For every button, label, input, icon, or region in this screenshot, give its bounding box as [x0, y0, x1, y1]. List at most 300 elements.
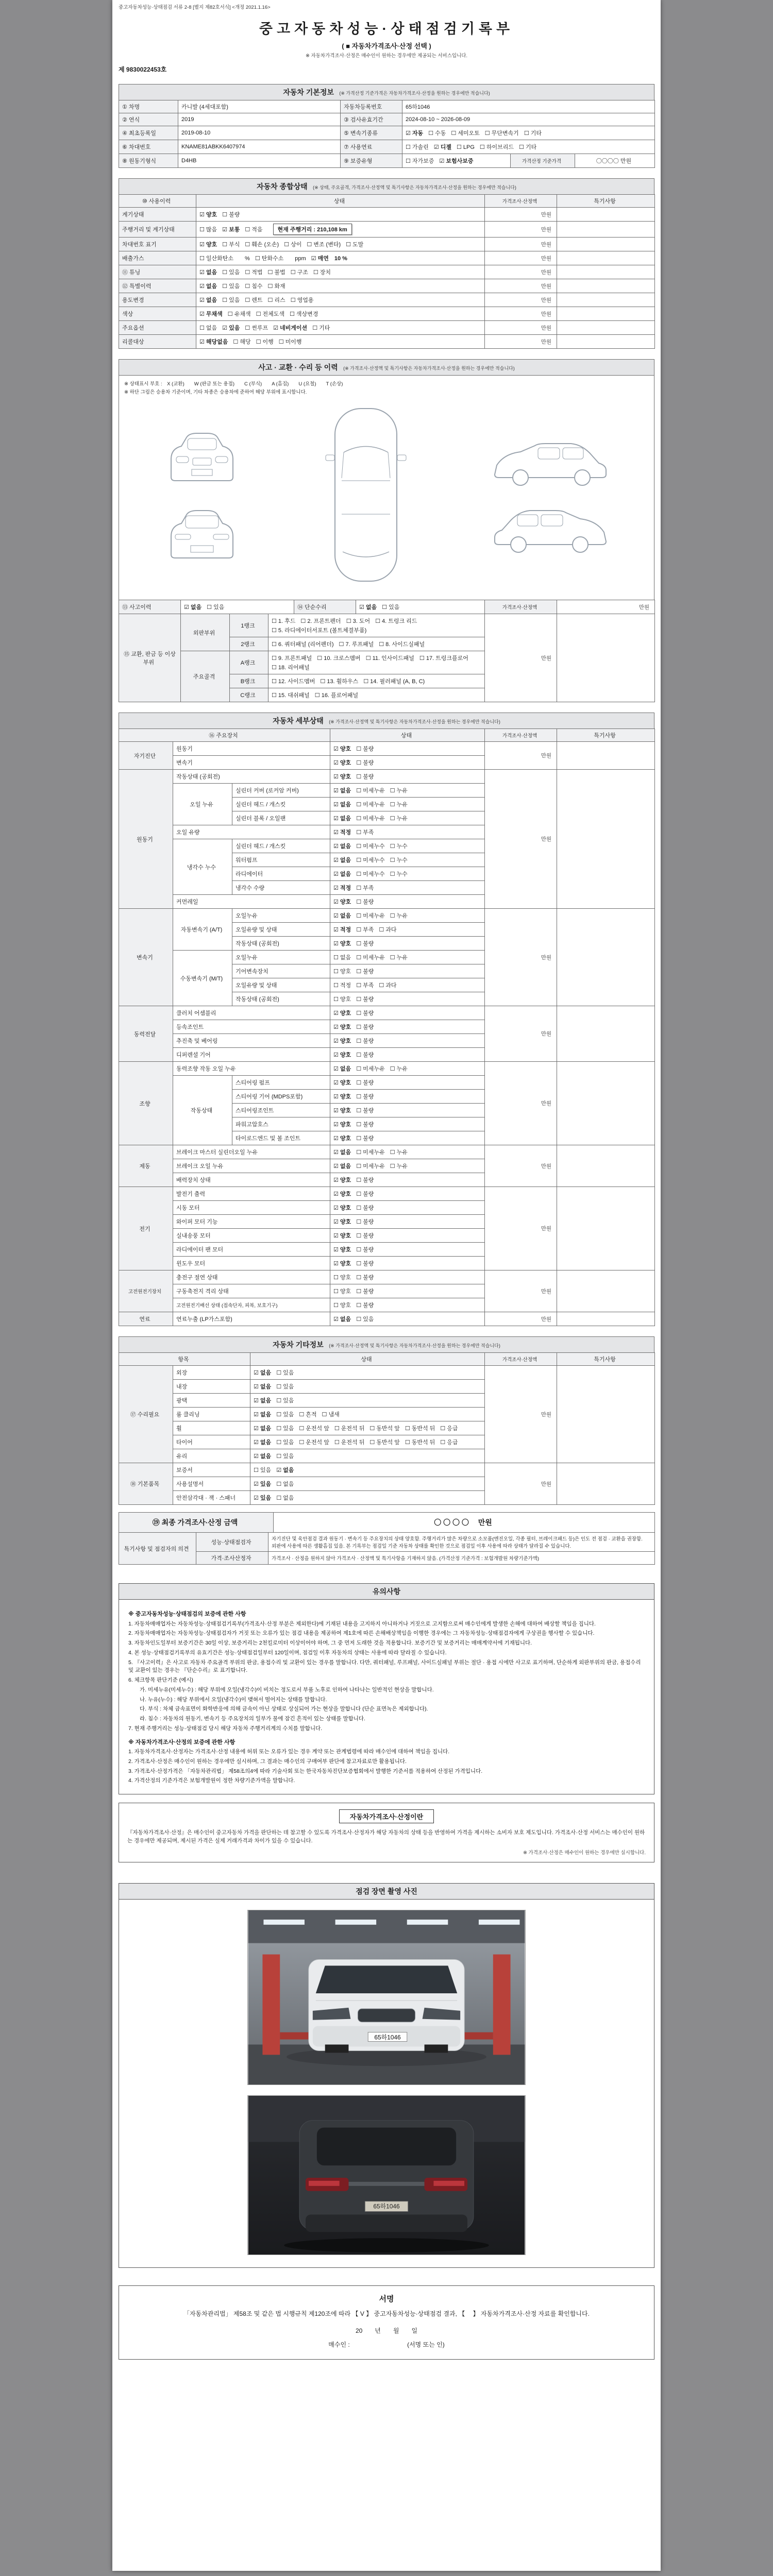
checkbox-과다[interactable]: ☐ 과다: [379, 982, 397, 989]
checkbox-수동[interactable]: ☐ 수동: [428, 130, 446, 137]
text-cell: [173, 1159, 330, 1173]
checkbox-양호[interactable]: ☑ 양호: [333, 1191, 351, 1197]
checkbox-운전석 뒤[interactable]: ☐ 운전석 뒤: [334, 1426, 365, 1432]
checkbox-없음[interactable]: ☑ 없음: [359, 604, 377, 611]
checkbox-무채색[interactable]: ☑ 무채색: [199, 311, 223, 317]
checkbox-없음[interactable]: ☑ 없음: [333, 816, 351, 822]
text-cell: [485, 307, 557, 321]
checkbox-12. 사이드멤버[interactable]: ☐ 12. 사이드멤버: [272, 679, 315, 685]
cell-text: 룸 클리닝: [176, 1412, 200, 1418]
cell-text: 〇〇〇〇 만원: [596, 158, 632, 164]
checkbox-없음[interactable]: ☑ 없음: [254, 1384, 272, 1390]
checkbox-세미오토[interactable]: ☐ 세미오토: [451, 130, 480, 137]
checkbox-가솔린[interactable]: ☐ 가솔린: [406, 144, 429, 150]
checkbox-적음[interactable]: ☐ 적음: [245, 227, 263, 233]
checkbox-양호[interactable]: ☐ 양호: [333, 1289, 351, 1295]
checkbox-부식[interactable]: ☐ 부식: [222, 242, 240, 248]
checkbox-미세누수[interactable]: ☐ 미세누수: [356, 843, 385, 850]
cell-text: 냉각수 누수: [187, 864, 216, 871]
cell-text: 오일누유: [236, 955, 258, 961]
checkbox-불량[interactable]: ☐ 불량: [356, 1219, 374, 1225]
checkbox-기타[interactable]: ☐ 기타: [524, 130, 542, 137]
cell-text: 유리: [176, 1453, 188, 1460]
checkbox-적정[interactable]: ☑ 적정: [333, 829, 351, 836]
checkbox-미세누유[interactable]: ☐ 미세누유: [356, 1149, 385, 1156]
checkbox-미세누유[interactable]: ☐ 미세누유: [356, 913, 385, 919]
checkbox-누유[interactable]: ☐ 누유: [390, 788, 408, 794]
checkbox-불량[interactable]: ☐ 불량: [356, 1289, 374, 1295]
notice-line: 가. 미세누유(미세누수) : 해당 부위에 오일(냉각수)이 비치는 정도로서 부품 노후로 인하여 나타나는 일반적인 현상을 말합니다.: [140, 1686, 434, 1693]
checkbox-양호[interactable]: ☑ 양호: [333, 1038, 351, 1044]
checkbox-흔적[interactable]: ☐ 흔적: [299, 1412, 317, 1418]
option-cell: [196, 335, 485, 349]
checkbox-불량[interactable]: ☐ 불량: [356, 1038, 374, 1044]
checkbox-없음[interactable]: ☑ 없음: [254, 1398, 272, 1404]
checkbox-불량[interactable]: ☐ 불량: [356, 1302, 374, 1309]
checkbox-불량[interactable]: ☐ 불량: [356, 1261, 374, 1267]
checkbox-양호[interactable]: ☑ 양호: [333, 1247, 351, 1253]
checkbox-누유[interactable]: ☐ 누유: [390, 955, 408, 961]
checkbox-없음[interactable]: ☑ 없음: [333, 913, 351, 919]
checkbox-양호[interactable]: ☑ 양호: [333, 1261, 351, 1267]
checkbox-있음[interactable]: ☐ 있음: [254, 1467, 272, 1473]
checkbox-양호[interactable]: ☑ 양호: [333, 1177, 351, 1183]
option-cell: [250, 1449, 485, 1463]
text-cell: [485, 1062, 557, 1145]
text-cell: [119, 222, 196, 238]
checkbox-있음[interactable]: ☐ 있음: [276, 1453, 294, 1460]
checkbox-양호[interactable]: ☑ 양호: [333, 746, 351, 752]
checkbox-불량[interactable]: ☐ 불량: [356, 1191, 374, 1197]
option-cell: [330, 770, 485, 784]
checkbox-불량[interactable]: ☐ 불량: [356, 1094, 374, 1100]
checkbox-해당[interactable]: ☐ 해당: [233, 339, 251, 345]
option-cell: [250, 1394, 485, 1408]
text-cell: [557, 279, 655, 293]
checkbox-14. 필러패널 (A, B, C)[interactable]: ☐ 14. 필러패널 (A, B, C): [363, 679, 425, 685]
cell-text: 차대번호 표기: [122, 242, 157, 248]
checkbox-화재[interactable]: ☐ 화재: [267, 283, 285, 290]
checkbox-11. 인사이드패널[interactable]: ☐ 11. 인사이드패널: [365, 655, 414, 662]
checkbox-도말[interactable]: ☐ 도말: [346, 242, 364, 248]
cell-text: 2019-08-10: [181, 130, 211, 136]
checkbox-응급[interactable]: ☐ 응급: [440, 1439, 458, 1446]
table-row: [119, 1353, 655, 1366]
checkbox-양호[interactable]: ☐ 양호: [333, 1302, 351, 1309]
checkbox-없음[interactable]: ☑ 없음: [199, 283, 217, 290]
text-cell: [119, 195, 196, 208]
checkbox-양호[interactable]: ☑ 양호: [333, 941, 351, 947]
inspection-photo-title: 점검 장면 촬영 사진: [119, 1884, 654, 1900]
option-cell: [196, 251, 485, 265]
text-cell: [330, 729, 485, 742]
checkbox-적정[interactable]: ☑ 적정: [333, 885, 351, 891]
checkbox-있음[interactable]: ☐ 있음: [356, 1316, 374, 1323]
table-row: [119, 265, 655, 279]
checkbox-LPG[interactable]: ☐ LPG: [456, 144, 475, 150]
checkbox-16. 플로어패널[interactable]: ☐ 16. 플로어패널: [314, 692, 359, 699]
checkbox-양호[interactable]: ☐ 양호: [333, 969, 351, 975]
cell-text: 실내송풍 모터: [176, 1233, 211, 1239]
checkbox-없음[interactable]: ☐ 없음: [199, 325, 217, 331]
checkbox-있음[interactable]: ☐ 있음: [222, 297, 240, 303]
checkbox-침수[interactable]: ☐ 침수: [245, 283, 263, 290]
checkbox-불량[interactable]: ☐ 불량: [356, 899, 374, 905]
checkbox-있음[interactable]: ☐ 있음: [382, 604, 400, 611]
text-cell: [341, 140, 402, 154]
option-cell: [330, 1159, 485, 1173]
checkbox-2. 프론트펜더[interactable]: ☐ 2. 프론트펜더: [300, 618, 341, 624]
cell-text: ⑬ 사고이력: [122, 604, 152, 611]
checkbox-있음[interactable]: ☐ 있음: [276, 1412, 294, 1418]
option-cell: [250, 1380, 485, 1394]
checkbox-자가보증[interactable]: ☐ 자가보증: [406, 158, 434, 164]
checkbox-구조[interactable]: ☐ 구조: [290, 269, 308, 276]
checkbox-양호[interactable]: ☑ 양호: [333, 1052, 351, 1058]
checkbox-15. 대쉬패널[interactable]: ☐ 15. 대쉬패널: [272, 692, 310, 699]
checkbox-불량[interactable]: ☐ 불량: [356, 941, 374, 947]
cell-text: 만원: [541, 1288, 552, 1295]
checkbox-상이[interactable]: ☐ 상이: [284, 242, 302, 248]
checkbox-불량[interactable]: ☐ 불량: [356, 774, 374, 780]
checkbox-누유[interactable]: ☐ 누유: [390, 913, 408, 919]
checkbox-18. 리어패널[interactable]: ☐ 18. 리어패널: [272, 665, 310, 671]
checkbox-양호[interactable]: ☑ 양호: [333, 760, 351, 766]
checkbox-있음[interactable]: ☐ 있음: [276, 1426, 294, 1432]
checkbox-10. 크로스멤버[interactable]: ☐ 10. 크로스멤버: [317, 655, 361, 662]
text-cell: [485, 729, 557, 742]
checkbox-양호[interactable]: ☑ 양호: [333, 1010, 351, 1016]
text-cell: [173, 1312, 330, 1326]
checkbox-없음[interactable]: ☑ 없음: [199, 269, 217, 276]
checkbox-불량[interactable]: ☐ 불량: [356, 1080, 374, 1086]
checkbox-동반석 앞[interactable]: ☐ 동반석 앞: [369, 1439, 400, 1446]
checkbox-없음[interactable]: ☑ 없음: [199, 297, 217, 303]
cell-text: 만원: [541, 1411, 552, 1418]
checkbox-없음[interactable]: ☐ 없음: [276, 1481, 294, 1487]
checkbox-양호[interactable]: ☑ 양호: [333, 1233, 351, 1239]
checkbox-있음[interactable]: ☑ 있음: [254, 1481, 272, 1487]
cell-text: 만원: [541, 1316, 552, 1323]
checkbox-많음[interactable]: ☐ 많음: [199, 227, 217, 233]
notice-line: 1. 자동차가격조사·산정자는 가격조사·산정 내용에 허위 또는 오류가 있는 경우 계약 또는 관계법령에 따라 매수인에 대하여 책임을 집니다.: [128, 1749, 450, 1755]
checkbox-7. 루프패널[interactable]: ☐ 7. 루프패널: [339, 641, 374, 648]
cell-text: 클러치 어셈블리: [176, 1010, 216, 1016]
checkbox-불량[interactable]: ☐ 불량: [356, 746, 374, 752]
checkbox-양호[interactable]: ☑ 양호: [333, 1219, 351, 1225]
checkbox-미세누수[interactable]: ☐ 미세누수: [356, 871, 385, 877]
option-cell: [330, 1187, 485, 1201]
checkbox-양호[interactable]: ☑ 양호: [333, 1108, 351, 1114]
checkbox-5. 라디에이터서포트 (볼트체결부품)[interactable]: ☐ 5. 라디에이터서포트 (볼트체결부품): [272, 628, 367, 634]
checkbox-없음[interactable]: ☐ 없음: [276, 1495, 294, 1501]
checkbox-동반석 뒤[interactable]: ☐ 동반석 뒤: [405, 1439, 435, 1446]
checkbox-없음[interactable]: ☑ 없음: [333, 1163, 351, 1170]
text-cell: [557, 729, 655, 742]
checkbox-부족[interactable]: ☐ 부족: [356, 885, 374, 891]
checkbox-적정[interactable]: ☐ 적정: [333, 982, 351, 989]
table-row: [119, 1062, 655, 1076]
checkbox-없음[interactable]: ☑ 없음: [254, 1439, 272, 1446]
checkbox-불량[interactable]: ☐ 불량: [356, 1052, 374, 1058]
cell-text: 만원: [541, 269, 551, 276]
cell-text: 와이퍼 모터 기능: [176, 1219, 218, 1225]
checkbox-9. 프론트패널[interactable]: ☐ 9. 프론트패널: [272, 655, 312, 662]
checkbox-미세누수[interactable]: ☐ 미세누수: [356, 857, 385, 863]
checkbox-네비게이션[interactable]: ☑ 네비게이션: [273, 325, 308, 331]
checkbox-장치[interactable]: ☐ 장치: [313, 269, 331, 276]
signature-buyer-line[interactable]: 매수인 : (서명 또는 인): [328, 2341, 445, 2348]
checkbox-없음[interactable]: ☑ 없음: [184, 604, 202, 611]
checkbox-운전석 앞[interactable]: ☐ 운전석 앞: [299, 1426, 329, 1432]
checkbox-매연 10 %[interactable]: ☑ 매연 10 %: [311, 256, 347, 262]
cell-text: 동력전달: [133, 1031, 156, 1038]
option-cell: [330, 811, 485, 825]
text-cell: [119, 126, 178, 140]
checkbox-동반석 뒤[interactable]: ☐ 동반석 뒤: [405, 1426, 435, 1432]
checkbox-유채색[interactable]: ☐ 유채색: [227, 311, 251, 317]
checkbox-이행[interactable]: ☐ 이행: [256, 339, 274, 345]
checkbox-4. 트렁크 리드[interactable]: ☐ 4. 트렁크 리드: [375, 618, 417, 624]
checkbox-있음[interactable]: ☐ 있음: [276, 1370, 294, 1376]
cell-text: ① 차명: [122, 104, 140, 110]
checkbox-기타[interactable]: ☐ 기타: [312, 325, 330, 331]
option-cell: [250, 1421, 485, 1435]
notice-line: 나. 누유(누수) : 해당 부위에서 오일(냉각수)이 맺혀서 떨어지는 상태를 말합니다.: [140, 1696, 327, 1703]
checkbox-디젤[interactable]: ☑ 디젤: [433, 144, 451, 150]
checkbox-부족[interactable]: ☐ 부족: [356, 927, 374, 933]
text-cell: [173, 1229, 330, 1243]
option-cell: [330, 1201, 485, 1215]
checkbox-일산화탄소 %[interactable]: ☐ 일산화탄소 %: [199, 256, 250, 262]
notice-line: 7. 현재 주행거리는 성능·상태점검 당시 해당 자동차 주행거리계의 수치를 말합니다.: [128, 1725, 323, 1732]
checkbox-전체도색[interactable]: ☐ 전체도색: [256, 311, 285, 317]
checkbox-없음[interactable]: ☑ 없음: [276, 1467, 294, 1473]
cell-text: 스티어링조인트: [236, 1108, 274, 1114]
text-cell: [119, 1270, 173, 1312]
checkbox-누유[interactable]: ☐ 누유: [390, 1149, 408, 1156]
checkbox-썬루프[interactable]: ☐ 썬루프: [245, 325, 268, 331]
checkbox-없음[interactable]: ☑ 없음: [254, 1426, 272, 1432]
checkbox-불량[interactable]: ☐ 불량: [356, 1275, 374, 1281]
checkbox-없음[interactable]: ☑ 없음: [333, 1316, 351, 1323]
checkbox-있음[interactable]: ☐ 있음: [276, 1439, 294, 1446]
text-cell: [557, 251, 655, 265]
checkbox-없음[interactable]: ☑ 없음: [333, 788, 351, 794]
table-row: [119, 335, 655, 349]
checkbox-색상변경[interactable]: ☐ 색상변경: [290, 311, 318, 317]
checkbox-양호[interactable]: ☐ 양호: [333, 1275, 351, 1281]
checkbox-변조 (변타)[interactable]: ☐ 변조 (변타): [307, 242, 341, 248]
option-cell: [330, 951, 485, 964]
checkbox-해당없음[interactable]: ☑ 해당없음: [199, 339, 228, 345]
checkbox-없음[interactable]: ☑ 없음: [254, 1412, 272, 1418]
option-cell: [330, 923, 485, 937]
checkbox-양호[interactable]: ☑ 양호: [333, 1080, 351, 1086]
checkbox-동반석 앞[interactable]: ☐ 동반석 앞: [369, 1426, 400, 1432]
checkbox-있음[interactable]: ☑ 있음: [254, 1495, 272, 1501]
signature-date-line[interactable]: 20 년 월 일: [355, 2327, 418, 2334]
checkbox-6. 쿼터패널 (리어펜더)[interactable]: ☐ 6. 쿼터패널 (리어펜더): [272, 641, 334, 648]
checkbox-없음[interactable]: ☑ 없음: [333, 1149, 351, 1156]
checkbox-누수[interactable]: ☐ 누수: [390, 843, 408, 850]
checkbox-훼손 (오손)[interactable]: ☐ 훼손 (오손): [245, 242, 279, 248]
text-cell: [178, 140, 341, 154]
text-cell: [232, 881, 330, 895]
checkbox-없음[interactable]: ☑ 없음: [333, 857, 351, 863]
checkbox-과다[interactable]: ☐ 과다: [379, 927, 397, 933]
option-cell: [330, 1104, 485, 1117]
checkbox-1. 후드[interactable]: ☐ 1. 후드: [272, 618, 296, 624]
checkbox-17. 트렁크플로어[interactable]: ☐ 17. 트렁크플로어: [419, 655, 468, 662]
option-cell: [330, 839, 485, 853]
checkbox-13. 휠하우스[interactable]: ☐ 13. 휠하우스: [320, 679, 359, 685]
checkbox-리스[interactable]: ☐ 리스: [267, 297, 285, 303]
checkbox-운전석 앞[interactable]: ☐ 운전석 앞: [299, 1439, 329, 1446]
checkbox-운전석 뒤[interactable]: ☐ 운전석 뒤: [334, 1439, 365, 1446]
checkbox-불량[interactable]: ☐ 불량: [356, 1247, 374, 1253]
checkbox-미세누유[interactable]: ☐ 미세누유: [356, 1163, 385, 1170]
checkbox-불량[interactable]: ☐ 불량: [356, 760, 374, 766]
option-cell: [330, 1229, 485, 1243]
front-photo-license-plate: 65하1046: [374, 2033, 401, 2041]
option-cell: [250, 1491, 485, 1505]
checkbox-양호[interactable]: ☑ 양호: [333, 1024, 351, 1030]
checkbox-없음[interactable]: ☑ 없음: [333, 802, 351, 808]
checkbox-미세누유[interactable]: ☐ 미세누유: [356, 816, 385, 822]
checkbox-불량[interactable]: ☐ 불량: [222, 212, 240, 218]
table-row: [119, 600, 655, 614]
checkbox-무단변속기[interactable]: ☐ 무단변속기: [484, 130, 519, 137]
checkbox-불량[interactable]: ☐ 불량: [356, 1024, 374, 1030]
checkbox-냄새[interactable]: ☐ 냄새: [322, 1412, 340, 1418]
cell-text: 배출가스: [122, 256, 144, 262]
checkbox-불량[interactable]: ☐ 불량: [356, 1177, 374, 1183]
text-cell: [173, 1034, 330, 1048]
checkbox-미세누유[interactable]: ☐ 미세누유: [356, 788, 385, 794]
section-note: (※ 가격산정 기준가격은 자동차가격조사·산정을 원하는 경우에만 적습니다): [339, 91, 490, 96]
cell-text: 용도변경: [122, 297, 144, 303]
checkbox-양호[interactable]: ☑ 양호: [333, 1122, 351, 1128]
checkbox-미이행[interactable]: ☐ 미이행: [278, 339, 302, 345]
checkbox-적법[interactable]: ☐ 적법: [245, 269, 263, 276]
checkbox-있음[interactable]: ☐ 있음: [276, 1384, 294, 1390]
text-cell: [232, 992, 330, 1006]
text-cell: [402, 100, 655, 113]
checkbox-탄화수소 ppm[interactable]: ☐ 탄화수소 ppm: [255, 256, 306, 262]
cell-text: 리콜대상: [122, 339, 144, 345]
checkbox-적정[interactable]: ☑ 적정: [333, 927, 351, 933]
checkbox-하이브리드[interactable]: ☐ 하이브리드: [479, 144, 514, 150]
option-cell: [330, 978, 485, 992]
text-cell: [485, 279, 557, 293]
checkbox-부족[interactable]: ☐ 부족: [356, 829, 374, 836]
checkbox-양호[interactable]: ☑ 양호: [333, 774, 351, 780]
checkbox-누수[interactable]: ☐ 누수: [390, 871, 408, 877]
text-cell: [173, 1201, 330, 1215]
cell-text: 만원: [541, 311, 551, 317]
checkbox-양호[interactable]: ☐ 양호: [333, 996, 351, 1003]
checkbox-응급[interactable]: ☐ 응급: [440, 1426, 458, 1432]
checkbox-불량[interactable]: ☐ 불량: [356, 969, 374, 975]
checkbox-8. 사이드실패널[interactable]: ☐ 8. 사이드실패널: [379, 641, 425, 648]
checkbox-불량[interactable]: ☐ 불량: [356, 1205, 374, 1211]
checkbox-없음[interactable]: ☑ 없음: [333, 1066, 351, 1072]
option-cell: [330, 756, 485, 770]
checkbox-없음[interactable]: ☐ 없음: [333, 955, 351, 961]
cell-text: 작동상태 (공회전): [236, 941, 279, 947]
checkbox-양호[interactable]: ☑ 양호: [333, 1136, 351, 1142]
checkbox-있음[interactable]: ☐ 있음: [222, 269, 240, 276]
option-cell: [330, 992, 485, 1006]
checkbox-3. 도어[interactable]: ☐ 3. 도어: [346, 618, 371, 624]
checkbox-누수[interactable]: ☐ 누수: [390, 857, 408, 863]
checkbox-불량[interactable]: ☐ 불량: [356, 1108, 374, 1114]
checkbox-없음[interactable]: ☑ 없음: [333, 871, 351, 877]
checkbox-자동[interactable]: ☑ 자동: [406, 130, 424, 137]
checkbox-보통[interactable]: ☑ 보통: [222, 227, 240, 233]
cell-text: 오일유량 및 상태: [236, 982, 277, 989]
checkbox-누유[interactable]: ☐ 누유: [390, 816, 408, 822]
checkbox-불량[interactable]: ☐ 불량: [356, 996, 374, 1003]
checkbox-렌트[interactable]: ☐ 렌트: [245, 297, 263, 303]
cell-text: 카니발 (4세대포함): [181, 104, 228, 110]
checkbox-보험사보증[interactable]: ☑ 보험사보증: [439, 158, 474, 164]
checkbox-없음[interactable]: ☑ 없음: [254, 1453, 272, 1460]
checkbox-불량[interactable]: ☐ 불량: [356, 1010, 374, 1016]
checkbox-기타[interactable]: ☐ 기타: [518, 144, 537, 150]
cell-text: 65하1046: [406, 104, 430, 110]
checkbox-양호[interactable]: ☑ 양호: [199, 212, 217, 218]
checkbox-불량[interactable]: ☐ 불량: [356, 1233, 374, 1239]
checkbox-양호[interactable]: ☑ 양호: [333, 899, 351, 905]
cell-text: 가격조사·산정액: [502, 199, 537, 205]
checkbox-있음[interactable]: ☑ 있음: [222, 325, 240, 331]
option-cell: [330, 853, 485, 867]
checkbox-있음[interactable]: ☐ 있음: [222, 283, 240, 290]
checkbox-불법[interactable]: ☐ 불법: [267, 269, 285, 276]
checkbox-미세누유[interactable]: ☐ 미세누유: [356, 802, 385, 808]
cell-text: 계기상태: [122, 212, 144, 218]
checkbox-미세누유[interactable]: ☐ 미세누유: [356, 955, 385, 961]
checkbox-있음[interactable]: ☐ 있음: [276, 1398, 294, 1404]
checkbox-있음[interactable]: ☐ 있음: [207, 604, 225, 611]
cell-text: ② 연식: [122, 117, 140, 123]
checkbox-불량[interactable]: ☐ 불량: [356, 1122, 374, 1128]
checkbox-누유[interactable]: ☐ 누유: [390, 1163, 408, 1170]
checkbox-불량[interactable]: ☐ 불량: [356, 1136, 374, 1142]
checkbox-양호[interactable]: ☑ 양호: [333, 1094, 351, 1100]
text-cell: [173, 1477, 250, 1491]
checkbox-부족[interactable]: ☐ 부족: [356, 982, 374, 989]
checkbox-없음[interactable]: ☑ 없음: [254, 1370, 272, 1376]
option-cell: [330, 1020, 485, 1034]
checkbox-누유[interactable]: ☐ 누유: [390, 1066, 408, 1072]
text-cell: [119, 100, 178, 113]
checkbox-없음[interactable]: ☑ 없음: [333, 843, 351, 850]
cell-text: 특기사항: [594, 198, 616, 205]
cell-text: 자기진단 및 육안점검 결과 원동기 · 변속기 등 주요장치의 상태 양호함. 주행거리가 많은 차량으로 소모품(엔진오일, 각종 필터, 브레이크패드 등)은 인도 전 점검 · 교환을 권장함. 외판에 사용에 따른 생활흠집 있음. 본 기록부는 점검일 기준 자동차 상태를 확인한 것으로 점검일 이후 사용에 따라 상태가 달라질 수 있습니다.: [272, 1536, 643, 1549]
inspection-photo-section: [119, 1883, 654, 2268]
checkbox-양호[interactable]: ☑ 양호: [199, 242, 217, 248]
checkbox-누유[interactable]: ☐ 누유: [390, 802, 408, 808]
checkbox-영업용[interactable]: ☐ 영업용: [290, 297, 314, 303]
table-row: [119, 208, 655, 222]
text-cell: [557, 1312, 655, 1326]
checkbox-양호[interactable]: ☑ 양호: [333, 1205, 351, 1211]
checkbox-미세누유[interactable]: ☐ 미세누유: [356, 1066, 385, 1072]
cell-text: 실린더 헤드 / 개스킷: [236, 802, 286, 808]
